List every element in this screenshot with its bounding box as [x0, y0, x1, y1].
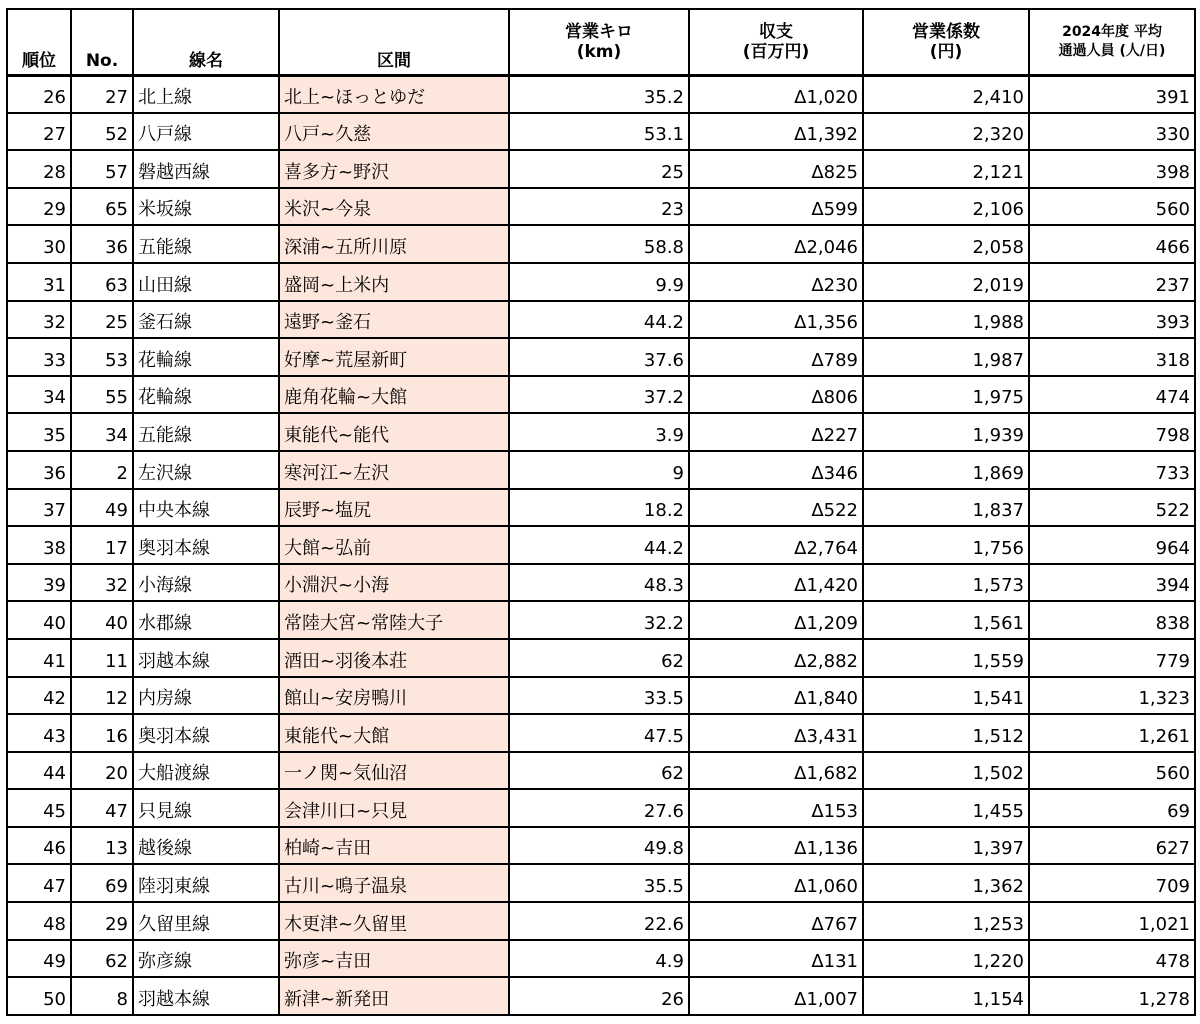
coefficient-cell: 1,975 [863, 376, 1029, 414]
header-passengers-line2: 通過人員 (人/日) [1058, 42, 1166, 59]
passengers-cell: 560 [1029, 188, 1195, 226]
table-row [7, 188, 1195, 226]
table-row [7, 864, 1195, 902]
passengers-cell: 709 [1029, 864, 1195, 902]
coefficient-cell: 2,058 [863, 225, 1029, 263]
table-row [7, 451, 1195, 489]
section-cell: 酒田~羽後本荘 [279, 639, 509, 677]
table-row [7, 113, 1195, 151]
line-name-cell: 小海線 [133, 564, 279, 602]
table-row [7, 225, 1195, 263]
balance-cell: Δ825 [689, 150, 863, 188]
km-cell: 49.8 [509, 827, 689, 865]
table-row [7, 150, 1195, 188]
no-cell: 40 [71, 601, 133, 639]
section-cell: 会津川口~只見 [279, 789, 509, 827]
table-body [7, 75, 1195, 1015]
balance-cell: Δ1,682 [689, 752, 863, 790]
coefficient-cell: 1,988 [863, 301, 1029, 339]
km-cell: 37.2 [509, 376, 689, 414]
no-cell: 27 [71, 75, 133, 113]
header-no: No. [71, 9, 133, 75]
header-km-line1: 営業キロ [565, 21, 633, 42]
rank-cell: 49 [7, 940, 71, 978]
coefficient-cell: 1,502 [863, 752, 1029, 790]
coefficient-cell: 1,939 [863, 413, 1029, 451]
rank-cell: 38 [7, 526, 71, 564]
rank-cell: 46 [7, 827, 71, 865]
line-name-cell: 五能線 [133, 225, 279, 263]
balance-cell: Δ2,046 [689, 225, 863, 263]
passengers-cell: 330 [1029, 113, 1195, 151]
coefficient-cell: 1,987 [863, 338, 1029, 376]
passengers-cell: 1,278 [1029, 977, 1195, 1015]
rank-cell: 27 [7, 113, 71, 151]
section-cell: 喜多方~野沢 [279, 150, 509, 188]
no-cell: 65 [71, 188, 133, 226]
section-cell: 遠野~釜石 [279, 301, 509, 339]
balance-cell: Δ1,060 [689, 864, 863, 902]
passengers-cell: 318 [1029, 338, 1195, 376]
header-passengers-line1: 2024年度 平均 [1062, 23, 1162, 40]
table-row [7, 789, 1195, 827]
km-cell: 18.2 [509, 489, 689, 527]
km-cell: 62 [509, 639, 689, 677]
balance-cell: Δ522 [689, 489, 863, 527]
line-name-cell: 奥羽本線 [133, 714, 279, 752]
section-cell: 寒河江~左沢 [279, 451, 509, 489]
rank-cell: 36 [7, 451, 71, 489]
line-name-cell: 釜石線 [133, 301, 279, 339]
coefficient-cell: 1,573 [863, 564, 1029, 602]
header-balance-line1: 収支 [759, 21, 793, 42]
no-cell: 13 [71, 827, 133, 865]
km-cell: 62 [509, 752, 689, 790]
table-row [7, 601, 1195, 639]
km-cell: 4.9 [509, 940, 689, 978]
line-name-cell: 大船渡線 [133, 752, 279, 790]
coefficient-cell: 1,561 [863, 601, 1029, 639]
km-cell: 35.2 [509, 75, 689, 113]
line-name-cell: 花輪線 [133, 376, 279, 414]
line-name-cell: 北上線 [133, 75, 279, 113]
table-row [7, 902, 1195, 940]
rank-cell: 32 [7, 301, 71, 339]
coefficient-cell: 1,220 [863, 940, 1029, 978]
passengers-cell: 398 [1029, 150, 1195, 188]
passengers-cell: 474 [1029, 376, 1195, 414]
table-row [7, 413, 1195, 451]
table-row [7, 639, 1195, 677]
no-cell: 62 [71, 940, 133, 978]
km-cell: 27.6 [509, 789, 689, 827]
line-name-cell: 五能線 [133, 413, 279, 451]
km-cell: 47.5 [509, 714, 689, 752]
passengers-cell: 394 [1029, 564, 1195, 602]
no-cell: 53 [71, 338, 133, 376]
km-cell: 26 [509, 977, 689, 1015]
table-row [7, 526, 1195, 564]
no-cell: 49 [71, 489, 133, 527]
balance-cell: Δ1,136 [689, 827, 863, 865]
rank-cell: 48 [7, 902, 71, 940]
section-cell: 木更津~久留里 [279, 902, 509, 940]
section-cell: 盛岡~上米内 [279, 263, 509, 301]
rank-cell: 39 [7, 564, 71, 602]
no-cell: 12 [71, 677, 133, 715]
no-cell: 52 [71, 113, 133, 151]
km-cell: 33.5 [509, 677, 689, 715]
line-name-cell: 山田線 [133, 263, 279, 301]
header-line: 線名 [133, 9, 279, 75]
passengers-cell: 522 [1029, 489, 1195, 527]
passengers-cell: 1,261 [1029, 714, 1195, 752]
line-name-cell: 磐越西線 [133, 150, 279, 188]
passengers-cell: 838 [1029, 601, 1195, 639]
rank-cell: 29 [7, 188, 71, 226]
balance-cell: Δ2,882 [689, 639, 863, 677]
balance-cell: Δ1,007 [689, 977, 863, 1015]
passengers-cell: 69 [1029, 789, 1195, 827]
no-cell: 32 [71, 564, 133, 602]
km-cell: 22.6 [509, 902, 689, 940]
line-name-cell: 内房線 [133, 677, 279, 715]
line-name-cell: 久留里線 [133, 902, 279, 940]
balance-cell: Δ227 [689, 413, 863, 451]
header-coefficient [863, 9, 1029, 75]
rank-cell: 47 [7, 864, 71, 902]
balance-cell: Δ1,020 [689, 75, 863, 113]
km-cell: 32.2 [509, 601, 689, 639]
passengers-cell: 627 [1029, 827, 1195, 865]
km-cell: 44.2 [509, 301, 689, 339]
table-row [7, 301, 1195, 339]
header-km [509, 9, 689, 75]
no-cell: 17 [71, 526, 133, 564]
no-cell: 25 [71, 301, 133, 339]
table-row [7, 752, 1195, 790]
no-cell: 47 [71, 789, 133, 827]
balance-cell: Δ3,431 [689, 714, 863, 752]
no-cell: 63 [71, 263, 133, 301]
table-row [7, 376, 1195, 414]
table-row [7, 677, 1195, 715]
header-coefficient-line2: (円) [929, 41, 963, 62]
table-row [7, 75, 1195, 113]
no-cell: 29 [71, 902, 133, 940]
balance-cell: Δ2,764 [689, 526, 863, 564]
passengers-cell: 798 [1029, 413, 1195, 451]
km-cell: 48.3 [509, 564, 689, 602]
balance-cell: Δ789 [689, 338, 863, 376]
section-cell: 新津~新発田 [279, 977, 509, 1015]
balance-cell: Δ1,840 [689, 677, 863, 715]
coefficient-cell: 1,869 [863, 451, 1029, 489]
passengers-cell: 393 [1029, 301, 1195, 339]
rank-cell: 40 [7, 601, 71, 639]
no-cell: 36 [71, 225, 133, 263]
no-cell: 2 [71, 451, 133, 489]
coefficient-cell: 2,320 [863, 113, 1029, 151]
section-cell: 好摩~荒屋新町 [279, 338, 509, 376]
table-row [7, 263, 1195, 301]
section-cell: 東能代~能代 [279, 413, 509, 451]
km-cell: 35.5 [509, 864, 689, 902]
section-cell: 八戸~久慈 [279, 113, 509, 151]
balance-cell: Δ1,392 [689, 113, 863, 151]
section-cell: 館山~安房鴨川 [279, 677, 509, 715]
table-row [7, 338, 1195, 376]
km-cell: 23 [509, 188, 689, 226]
header-coefficient-line1: 営業係数 [912, 21, 980, 42]
passengers-cell: 478 [1029, 940, 1195, 978]
line-ranking-table [6, 8, 1196, 1016]
rank-cell: 34 [7, 376, 71, 414]
section-cell: 深浦~五所川原 [279, 225, 509, 263]
line-name-cell: 只見線 [133, 789, 279, 827]
header-km-line2: (km) [576, 41, 622, 62]
line-name-cell: 米坂線 [133, 188, 279, 226]
balance-cell: Δ1,356 [689, 301, 863, 339]
line-name-cell: 越後線 [133, 827, 279, 865]
no-cell: 8 [71, 977, 133, 1015]
rank-cell: 43 [7, 714, 71, 752]
section-cell: 辰野~塩尻 [279, 489, 509, 527]
passengers-cell: 237 [1029, 263, 1195, 301]
table-row [7, 714, 1195, 752]
coefficient-cell: 2,019 [863, 263, 1029, 301]
no-cell: 11 [71, 639, 133, 677]
passengers-cell: 1,021 [1029, 902, 1195, 940]
passengers-cell: 466 [1029, 225, 1195, 263]
passengers-cell: 560 [1029, 752, 1195, 790]
table-row [7, 564, 1195, 602]
balance-cell: Δ131 [689, 940, 863, 978]
section-cell: 北上~ほっとゆだ [279, 75, 509, 113]
header-section: 区間 [279, 9, 509, 75]
section-cell: 米沢~今泉 [279, 188, 509, 226]
km-cell: 44.2 [509, 526, 689, 564]
line-name-cell: 八戸線 [133, 113, 279, 151]
coefficient-cell: 2,106 [863, 188, 1029, 226]
balance-cell: Δ806 [689, 376, 863, 414]
km-cell: 9 [509, 451, 689, 489]
coefficient-cell: 2,410 [863, 75, 1029, 113]
line-name-cell: 羽越本線 [133, 639, 279, 677]
balance-cell: Δ230 [689, 263, 863, 301]
line-name-cell: 羽越本線 [133, 977, 279, 1015]
balance-cell: Δ767 [689, 902, 863, 940]
km-cell: 53.1 [509, 113, 689, 151]
section-cell: 弥彦~吉田 [279, 940, 509, 978]
header-balance-line2: (百万円) [742, 41, 810, 62]
header-balance [689, 9, 863, 75]
rank-cell: 37 [7, 489, 71, 527]
coefficient-cell: 1,756 [863, 526, 1029, 564]
coefficient-cell: 1,455 [863, 789, 1029, 827]
line-name-cell: 弥彦線 [133, 940, 279, 978]
header-row [7, 9, 1195, 75]
passengers-cell: 391 [1029, 75, 1195, 113]
section-cell: 鹿角花輪~大館 [279, 376, 509, 414]
header-rank: 順位 [7, 9, 71, 75]
no-cell: 55 [71, 376, 133, 414]
section-cell: 大館~弘前 [279, 526, 509, 564]
balance-cell: Δ1,209 [689, 601, 863, 639]
balance-cell: Δ599 [689, 188, 863, 226]
rank-cell: 42 [7, 677, 71, 715]
header-passengers [1029, 9, 1195, 75]
section-cell: 一ノ関~気仙沼 [279, 752, 509, 790]
rank-cell: 35 [7, 413, 71, 451]
balance-cell: Δ153 [689, 789, 863, 827]
line-name-cell: 左沢線 [133, 451, 279, 489]
km-cell: 37.6 [509, 338, 689, 376]
no-cell: 69 [71, 864, 133, 902]
coefficient-cell: 1,541 [863, 677, 1029, 715]
section-cell: 古川~鳴子温泉 [279, 864, 509, 902]
coefficient-cell: 1,154 [863, 977, 1029, 1015]
no-cell: 20 [71, 752, 133, 790]
passengers-cell: 779 [1029, 639, 1195, 677]
section-cell: 柏崎~吉田 [279, 827, 509, 865]
coefficient-cell: 2,121 [863, 150, 1029, 188]
section-cell: 常陸大宮~常陸大子 [279, 601, 509, 639]
section-cell: 東能代~大館 [279, 714, 509, 752]
rank-cell: 41 [7, 639, 71, 677]
rank-cell: 50 [7, 977, 71, 1015]
coefficient-cell: 1,559 [863, 639, 1029, 677]
line-name-cell: 中央本線 [133, 489, 279, 527]
line-name-cell: 水郡線 [133, 601, 279, 639]
coefficient-cell: 1,253 [863, 902, 1029, 940]
rank-cell: 44 [7, 752, 71, 790]
line-name-cell: 陸羽東線 [133, 864, 279, 902]
rank-cell: 45 [7, 789, 71, 827]
km-cell: 58.8 [509, 225, 689, 263]
table-row [7, 940, 1195, 978]
line-name-cell: 花輪線 [133, 338, 279, 376]
balance-cell: Δ1,420 [689, 564, 863, 602]
table-row [7, 827, 1195, 865]
km-cell: 3.9 [509, 413, 689, 451]
passengers-cell: 733 [1029, 451, 1195, 489]
no-cell: 16 [71, 714, 133, 752]
rank-cell: 26 [7, 75, 71, 113]
passengers-cell: 1,323 [1029, 677, 1195, 715]
rank-cell: 31 [7, 263, 71, 301]
coefficient-cell: 1,397 [863, 827, 1029, 865]
no-cell: 57 [71, 150, 133, 188]
km-cell: 25 [509, 150, 689, 188]
balance-cell: Δ346 [689, 451, 863, 489]
coefficient-cell: 1,362 [863, 864, 1029, 902]
coefficient-cell: 1,512 [863, 714, 1029, 752]
coefficient-cell: 1,837 [863, 489, 1029, 527]
no-cell: 34 [71, 413, 133, 451]
rank-cell: 30 [7, 225, 71, 263]
rank-cell: 33 [7, 338, 71, 376]
km-cell: 9.9 [509, 263, 689, 301]
section-cell: 小淵沢~小海 [279, 564, 509, 602]
passengers-cell: 964 [1029, 526, 1195, 564]
line-name-cell: 奥羽本線 [133, 526, 279, 564]
rank-cell: 28 [7, 150, 71, 188]
table-row [7, 489, 1195, 527]
table-row [7, 977, 1195, 1015]
